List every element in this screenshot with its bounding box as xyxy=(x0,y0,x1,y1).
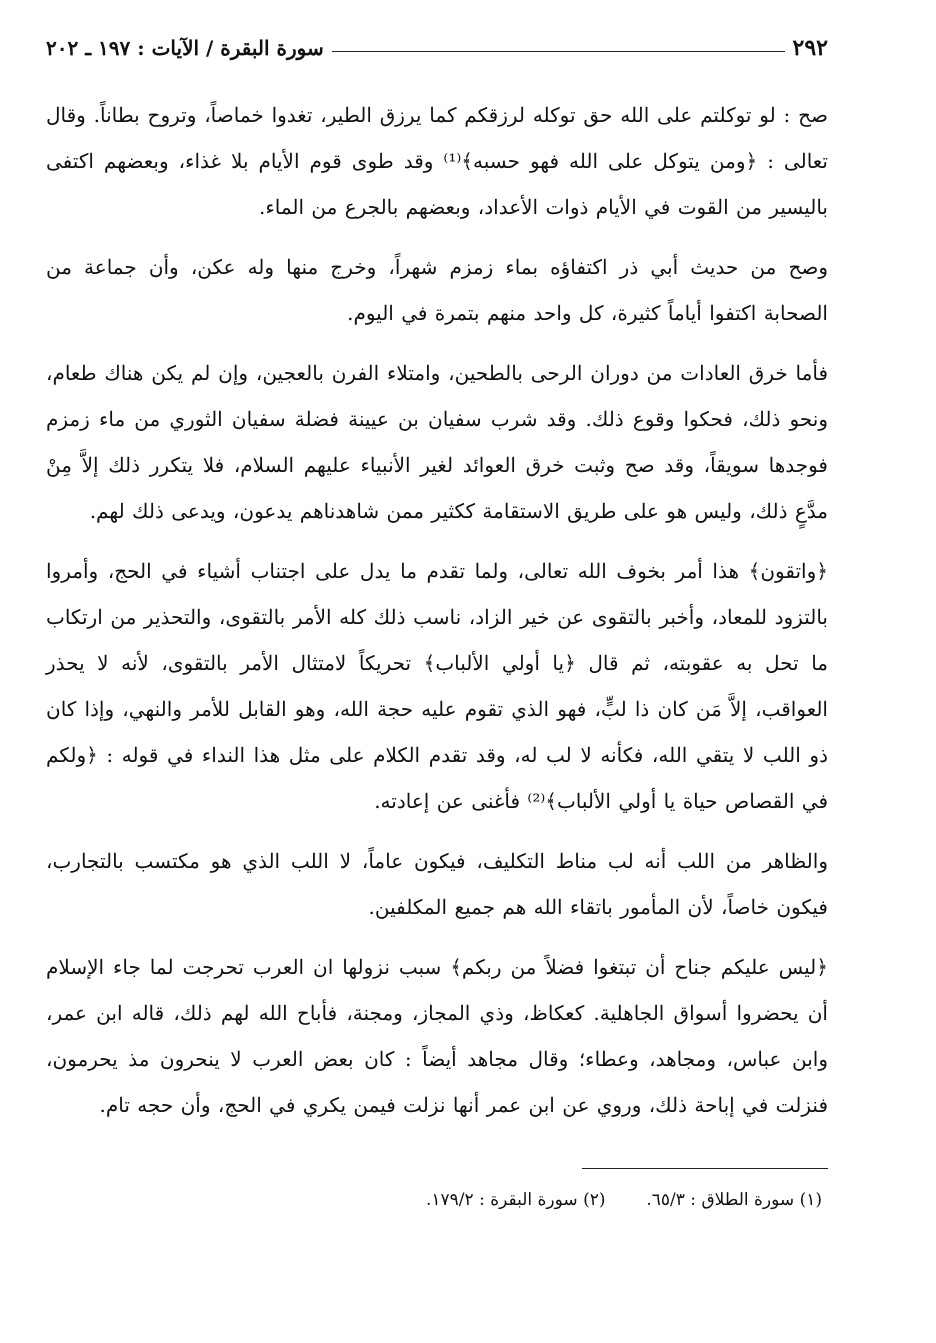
footnote-2: (٢) سورة البقرة : ١٧٩/٢. xyxy=(426,1190,606,1210)
paragraph-5: والظاهر من اللب أنه لب مناط التكليف، فيكون عاماً، لا اللب الذي هو مكتسب بالتجارب، فيكون خاصاً، لأن المأمور باتقاء الله هم جميع المكلفين. xyxy=(46,849,828,919)
page-number: ٢٩٢ xyxy=(792,35,828,61)
paragraph-3: فأما خرق العادات من دوران الرحى بالطحين، وامتلاء الفرن بالعجين، وإن لم يكن هناك طعام، ونحو ذلك، فحكوا وقوع ذلك. وقد شرب سفيان بن عيينة فضلة سفيان الثوري من ماء زمزم فوجدها سويقاً، وقد صح وثبت خرق العوائد لغير الأنبياء عليهم السلام، فلا يتكرر ذلك إلاَّ مِنْ مدَّعٍ ذلك، وليس هو على طريق الاستقامة ككثير ممن شاهدناهم يدعون، ويدعى ذلك لهم. xyxy=(46,361,828,523)
header-divider xyxy=(332,51,785,52)
document-page xyxy=(46,28,828,1215)
paragraph-4: ﴿واتقون﴾ هذا أمر بخوف الله تعالى، ولما تقدم ما يدل على اجتناب أشياء في الحج، وأمروا بالتزود للمعاد، وأخبر بالتقوى عن خير الزاد، ناسب ذلك كله الأمر بالتقوى، والتحذير من ارتكاب ما تحل به عقوبته، ثم قال ﴿يا أولي الألباب﴾ تحريكاً لامتثال الأمر بالتقوى، لأنه لا يحذر العواقب، إلاَّ مَن كان ذا لبٍّ، فهو الذي تقوم عليه حجة الله، وهو القابل للأمر والنهي، وإذا كان ذو اللب لا يتقي الله، فكأنه لا لب له، وقد تقدم الكلام على مثل هذا النداء في قوله : ﴿ولكم في القصاص حياة يا أولي الألباب﴾⁽²⁾ فأغنى عن إعادته. xyxy=(46,559,829,813)
footnote-1: (١) سورة الطلاق : ٦٥/٣. xyxy=(646,1190,822,1210)
body-text xyxy=(46,92,828,1128)
paragraph-1: صح : لو توكلتم على الله حق توكله لرزقكم كما يرزق الطير، تغدوا خماصاً، وتروح بطاناً. وقال تعالى : ﴿ومن يتوكل على الله فهو حسبه﴾⁽¹⁾ وقد طوى قوم الأيام بلا غذاء، وبعضهم اكتفى باليسير من القوت في الأيام ذوات الأعداد، وبعضهم بالجرع من الماء. xyxy=(46,103,828,219)
paragraph-6: ﴿ليس عليكم جناح أن تبتغوا فضلاً من ربكم﴾ سبب نزولها ان العرب تحرجت لما جاء الإسلام أن يحضروا أسواق الجاهلية. كعكاظ، وذي المجاز، ومجنة، فأباح الله لهم ذلك، قاله ابن عمر، وابن عباس، ومجاهد، وعطاء؛ وقال مجاهد أيضاً : كان بعض العرب لا ينحرون مذ يحرمون، فنزلت في إباحة ذلك، وروي عن ابن عمر أنها نزلت فيمن يكري في الحج، وأن حجه تام. xyxy=(46,955,828,1117)
footnotes xyxy=(46,1185,828,1215)
page-header xyxy=(46,28,828,68)
footnote-divider xyxy=(582,1168,828,1169)
running-title: سورة البقرة / الآيات : ١٩٧ ـ ٢٠٢ xyxy=(46,36,324,60)
paragraph-2: وصح من حديث أبي ذر اكتفاؤه بماء زمزم شهراً، وخرج منها وله عكن، وأن جماعة من الصحابة اكتفوا أياماً كثيرة، كل واحد منهم بتمرة في اليوم. xyxy=(46,255,828,325)
